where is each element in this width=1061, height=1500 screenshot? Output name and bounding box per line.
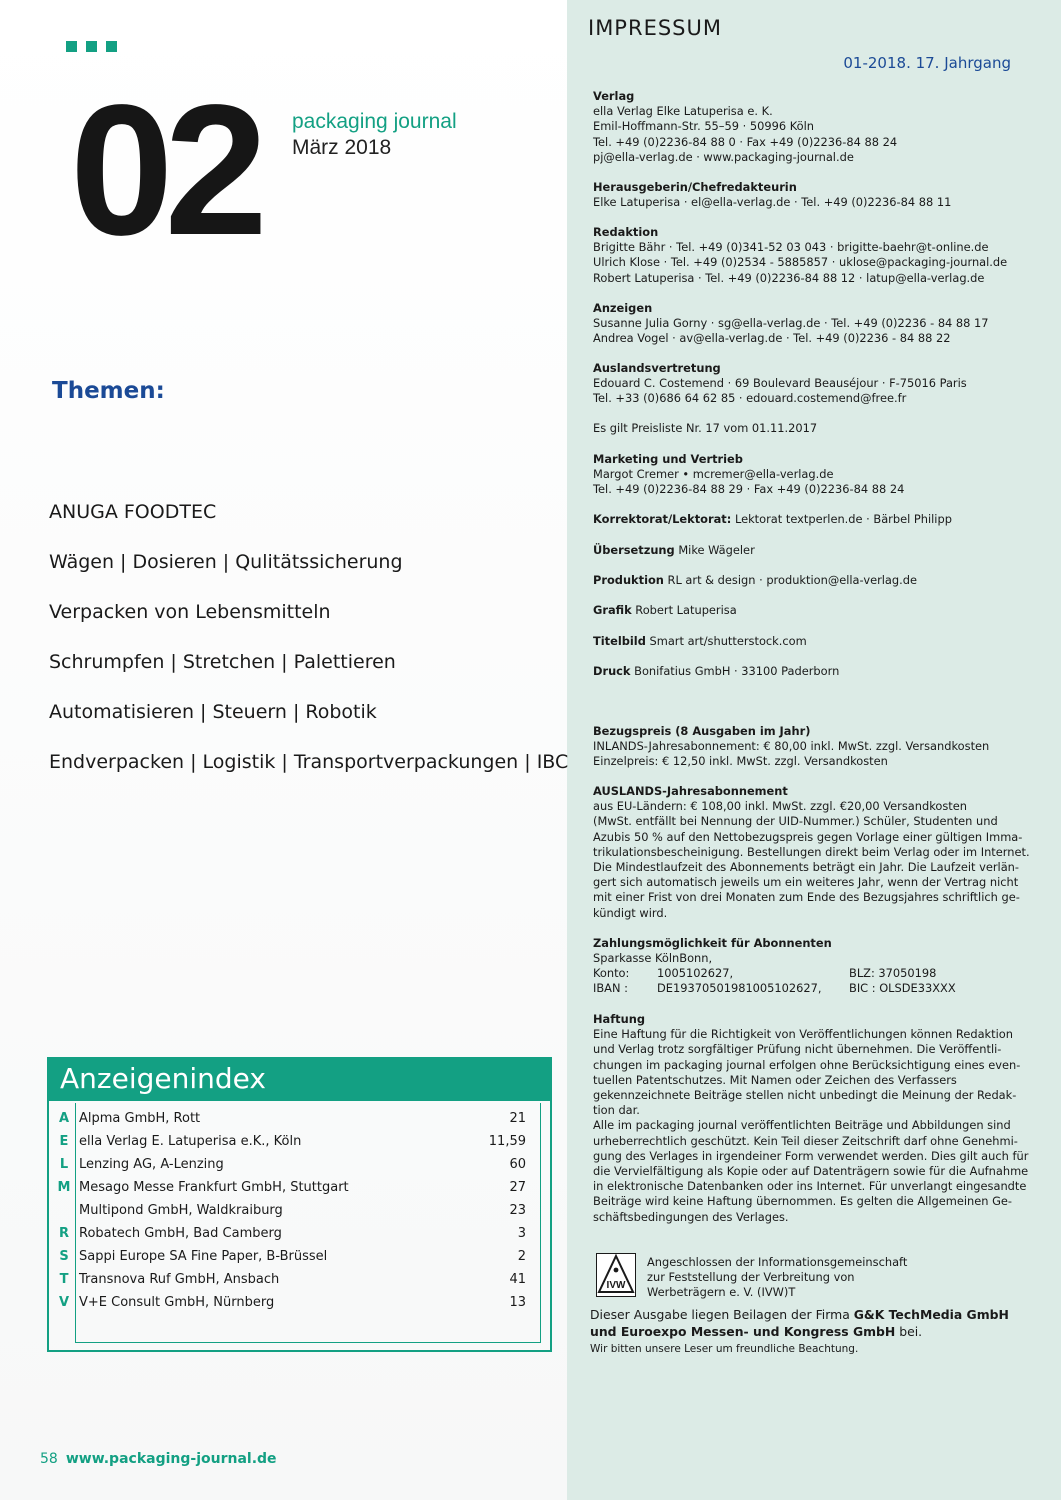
ausland-abo-heading: AUSLANDS-Jahresabonnement xyxy=(593,784,788,798)
decorative-dots xyxy=(66,41,117,52)
haftung-line: Alle im packaging journal veröffentlichten Beiträge und Abbildungen sind xyxy=(593,1118,1011,1133)
druck-value: Bonifatius GmbH · 33100 Paderborn xyxy=(634,664,840,678)
theme-item: Verpacken von Lebensmitteln xyxy=(49,601,331,623)
marketing-block xyxy=(593,452,1023,498)
iban-label: IBAN : xyxy=(593,981,628,995)
herausgeber-block xyxy=(593,180,1023,210)
index-row xyxy=(49,1291,554,1314)
ausland-abo-block xyxy=(593,784,1030,921)
index-letter: M xyxy=(57,1180,71,1195)
index-company: Sappi Europe SA Fine Paper, B-Brüssel xyxy=(79,1249,328,1264)
index-page: 13 xyxy=(509,1295,526,1310)
index-page: 60 xyxy=(509,1157,526,1172)
magazine-name: packaging journal xyxy=(292,110,457,133)
grafik-label: Grafik xyxy=(593,603,632,617)
index-page: 2 xyxy=(517,1249,526,1264)
bic-value: BIC : OLSDE33XXX xyxy=(849,981,956,995)
theme-item: Endverpacken | Logistik | Transportverpackungen | IBC xyxy=(49,751,569,773)
index-company: Multipond GmbH, Waldkraiburg xyxy=(79,1203,283,1218)
index-page: 3 xyxy=(517,1226,526,1241)
anzeigen-block xyxy=(593,301,1023,347)
zahlung-bank: Sparkasse KölnBonn, xyxy=(593,951,713,966)
konto-value: 1005102627, xyxy=(657,966,734,980)
druck-label: Druck xyxy=(593,664,631,678)
anzeigenindex-title: Anzeigenindex xyxy=(49,1059,550,1101)
titelbild-value: Smart art/shutterstock.com xyxy=(649,634,807,648)
impressum-title: IMPRESSUM xyxy=(588,16,722,40)
uebersetzung-line xyxy=(593,543,1023,558)
index-page: 23 xyxy=(509,1203,526,1218)
index-row xyxy=(49,1268,554,1291)
haftung-line: und Verlag trotz sorgfältiger Prüfung nicht übernehmen. Die Veröffentli- xyxy=(593,1042,1002,1057)
haftung-line: gung des Verlages in irgendeiner Form verwendet werden. Dies gilt auch für xyxy=(593,1148,1029,1163)
verlag-line: Tel. +49 (0)2236-84 88 0 · Fax +49 (0)2236-84 88 24 xyxy=(593,134,898,149)
titelbild-label: Titelbild xyxy=(593,634,646,648)
grafik-line xyxy=(593,603,1023,618)
marketing-line: Margot Cremer • mcremer@ella-verlag.de xyxy=(593,467,834,482)
index-company: Robatech GmbH, Bad Camberg xyxy=(79,1226,282,1241)
ivw-line: Angeschlossen der Informationsgemeinschaft xyxy=(647,1255,908,1269)
ivw-logo-icon xyxy=(596,1253,636,1297)
beilagen-company-1: G&K TechMedia GmbH xyxy=(853,1307,1009,1322)
verlag-line: ella Verlag Elke Latuperisa e. K. xyxy=(593,104,773,119)
grafik-value: Robert Latuperisa xyxy=(635,603,737,617)
anzeigen-line: Susanne Julia Gorny · sg@ella-verlag.de · Tel. +49 (0)2236 - 84 88 17 xyxy=(593,316,989,331)
ausland-abo-line: aus EU-Ländern: € 108,00 inkl. MwSt. zzgl. €20,00 Versandkosten xyxy=(593,799,967,814)
produktion-label: Produktion xyxy=(593,573,664,587)
beilagen-note: Wir bitten unsere Leser um freundliche Beachtung. xyxy=(590,1343,859,1355)
index-page: 27 xyxy=(509,1180,526,1195)
redaktion-line: Brigitte Bähr · Tel. +49 (0)341-52 03 043 · brigitte-baehr@t-online.de xyxy=(593,240,989,255)
uebersetzung-value: Mike Wägeler xyxy=(678,543,755,557)
index-page: 41 xyxy=(509,1272,526,1287)
impressum-issue: 01-2018. 17. Jahrgang xyxy=(843,54,1011,72)
theme-item: Schrumpfen | Stretchen | Palettieren xyxy=(49,651,396,673)
druck-line xyxy=(593,664,1023,679)
redaktion-block xyxy=(593,225,1023,286)
index-letter: S xyxy=(59,1249,69,1264)
index-company: Alpma GmbH, Rott xyxy=(79,1111,201,1126)
ausland-line: Tel. +33 (0)686 64 62 85 · edouard.costemend@free.fr xyxy=(593,391,907,406)
index-letter: V xyxy=(58,1295,70,1310)
redaktion-heading: Redaktion xyxy=(593,225,659,239)
index-row xyxy=(49,1130,554,1153)
index-company: ella Verlag E. Latuperisa e.K., Köln xyxy=(79,1134,302,1149)
ausland-abo-line: Die Mindestlaufzeit des Abonnements beträgt ein Jahr. Die Laufzeit verlän- xyxy=(593,860,1020,875)
verlag-line: pj@ella-verlag.de · www.packaging-journal.de xyxy=(593,149,854,164)
ausland-abo-line: Azubis 50 % auf den Nettobezugspreis gegen Vorlage einer gültigen Imma- xyxy=(593,829,1023,844)
themen-list xyxy=(49,500,568,800)
bezugspreis-heading: Bezugspreis (8 Ausgaben im Jahr) xyxy=(593,724,811,738)
theme-item: Automatisieren | Steuern | Robotik xyxy=(49,701,377,723)
korrektorat-value: Lektorat textperlen.de · Bärbel Philipp xyxy=(734,512,952,526)
blz-value: BLZ: 37050198 xyxy=(849,966,937,980)
verlag-block xyxy=(593,89,1023,165)
haftung-line: Eine Haftung für die Richtigkeit von Veröffentlichungen können Redaktion xyxy=(593,1027,1013,1042)
haftung-line: gekennzeichnete Beiträge stellen nicht unbedingt die Meinung der Redak- xyxy=(593,1088,1017,1103)
index-row xyxy=(49,1199,554,1222)
index-row xyxy=(49,1153,554,1176)
website-link[interactable]: www.packaging-journal.de xyxy=(65,1451,277,1467)
ivw-line: zur Feststellung der Verbreitung von xyxy=(647,1270,855,1284)
ivw-logo-text: IVW xyxy=(606,1280,626,1291)
bezugspreis-block xyxy=(593,724,1023,770)
verlag-line: Emil-Hoffmann-Str. 55–59 · 50996 Köln xyxy=(593,119,814,134)
marketing-heading: Marketing und Vertrieb xyxy=(593,452,743,466)
index-row xyxy=(49,1245,554,1268)
index-letter: R xyxy=(58,1226,69,1241)
index-letter: E xyxy=(59,1134,69,1149)
verlag-heading: Verlag xyxy=(593,89,635,103)
haftung-line: chungen im packaging journal erfolgen ohne Berücksichtigung eines even- xyxy=(593,1057,1021,1072)
index-company: Lenzing AG, A-Lenzing xyxy=(79,1157,224,1172)
ausland-abo-line: gert sich automatisch jeweils um ein weiteres Jahr, wenn der Vertrag nicht xyxy=(593,875,1019,890)
herausgeber-line: Elke Latuperisa · el@ella-verlag.de · Tel. +49 (0)2236-84 88 11 xyxy=(593,195,952,210)
beilagen-company-2: und Euroexpo Messen- und Kongress GmbH xyxy=(590,1324,896,1339)
index-company: V+E Consult GmbH, Nürnberg xyxy=(79,1295,275,1310)
issue-number: 02 xyxy=(70,67,259,274)
index-company: Transnova Ruf GmbH, Ansbach xyxy=(79,1272,280,1287)
ivw-text xyxy=(647,1255,907,1300)
herausgeber-heading: Herausgeberin/Chefredakteurin xyxy=(593,180,797,194)
haftung-heading: Haftung xyxy=(593,1012,645,1026)
haftung-line: tuellen Patentschutzes. Mit Namen oder Zeichen des Verfassers xyxy=(593,1072,957,1087)
bezugspreis-line: Einzelpreis: € 12,50 inkl. MwSt. zzgl. Versandkosten xyxy=(593,754,888,769)
produktion-value: RL art & design · produktion@ella-verlag.de xyxy=(667,573,918,587)
marketing-line: Tel. +49 (0)2236-84 88 29 · Fax +49 (0)2236-84 88 24 xyxy=(593,482,905,497)
beilagen-intro: Dieser Ausgabe liegen Beilagen der Firma xyxy=(590,1307,854,1322)
korrektorat-line xyxy=(593,512,1023,527)
produktion-line xyxy=(593,573,1023,588)
index-page: 21 xyxy=(509,1111,526,1126)
beilagen-text xyxy=(590,1306,1009,1340)
beilagen-outro: bei. xyxy=(895,1324,923,1339)
index-letter: A xyxy=(58,1111,70,1126)
ausland-heading: Auslandsvertretung xyxy=(593,361,721,375)
titelbild-line xyxy=(593,634,1023,649)
redaktion-line: Ulrich Klose · Tel. +49 (0)2534 - 5885857 · uklose@packaging-journal.de xyxy=(593,255,1008,270)
index-row xyxy=(49,1176,554,1199)
index-letter: T xyxy=(59,1272,69,1287)
uebersetzung-label: Übersetzung xyxy=(593,543,675,557)
haftung-line: die Vervielfältigung als Kopie oder auf Datenträgern sowie für die Aufnahme xyxy=(593,1164,1029,1179)
iban-value: DE19370501981005102627, xyxy=(657,981,822,995)
issue-date: März 2018 xyxy=(292,136,392,159)
konto-label: Konto: xyxy=(593,966,630,980)
theme-item: ANUGA FOODTEC xyxy=(49,501,217,523)
redaktion-line: Robert Latuperisa · Tel. +49 (0)2236-84 88 12 · latup@ella-verlag.de xyxy=(593,270,985,285)
page-number: 58 xyxy=(40,1451,58,1467)
index-row xyxy=(49,1107,554,1130)
anzeigen-line: Andrea Vogel · av@ella-verlag.de · Tel. +49 (0)2236 - 84 88 22 xyxy=(593,331,951,346)
korrektorat-label: Korrektorat/Lektorat: xyxy=(593,512,732,526)
ausland-abo-line: trikulationsbescheinigung. Bestellungen direkt beim Verlag oder im Internet. xyxy=(593,844,1030,859)
haftung-block xyxy=(593,1012,1029,1225)
haftung-line: urheberrechtlich geschützt. Kein Teil dieser Zeitschrift darf ohne Genehmi- xyxy=(593,1133,1018,1148)
ausland-block xyxy=(593,361,1023,407)
ausland-line: Edouard C. Costemend · 69 Boulevard Beauséjour · F-75016 Paris xyxy=(593,376,967,391)
index-letter: L xyxy=(59,1157,69,1172)
page-footer xyxy=(40,1451,277,1467)
zahlung-heading: Zahlungsmöglichkeit für Abonnenten xyxy=(593,936,832,950)
ausland-abo-line: mit einer Frist von drei Monaten zum Ende des Bezugsjahres schriftlich ge- xyxy=(593,890,1020,905)
bezugspreis-line: INLANDS-Jahresabonnement: € 80,00 inkl. MwSt. zzgl. Versandkosten xyxy=(593,739,990,754)
preisliste: Es gilt Preisliste Nr. 17 vom 01.11.2017 xyxy=(593,421,818,435)
anzeigenindex-box xyxy=(47,1057,552,1352)
anzeigen-heading: Anzeigen xyxy=(593,301,653,315)
index-page: 11,59 xyxy=(488,1134,526,1149)
ivw-line: Werbeträgern e. V. (IVW)T xyxy=(647,1285,796,1299)
index-row xyxy=(49,1222,554,1245)
haftung-line: Beiträge wird keine Haftung übernommen. Es gelten die Allgemeinen Ge- xyxy=(593,1194,1013,1209)
haftung-line: tion dar. xyxy=(593,1103,640,1118)
haftung-line: in elektronische Datenbanken oder ins Internet. Für unverlangt eingesandte xyxy=(593,1179,1027,1194)
ausland-abo-line: kündigt wird. xyxy=(593,905,668,920)
themen-heading: Themen: xyxy=(52,378,165,404)
ausland-abo-line: (MwSt. entfällt bei Nennung der UID-Nummer.) Schüler, Studenten und xyxy=(593,814,998,829)
theme-item: Wägen | Dosieren | Qulitätssicherung xyxy=(49,551,403,573)
index-company: Mesago Messe Frankfurt GmbH, Stuttgart xyxy=(79,1180,349,1195)
haftung-line: schäftsbedingungen des Verlages. xyxy=(593,1209,789,1224)
zahlung-block xyxy=(593,936,1023,966)
